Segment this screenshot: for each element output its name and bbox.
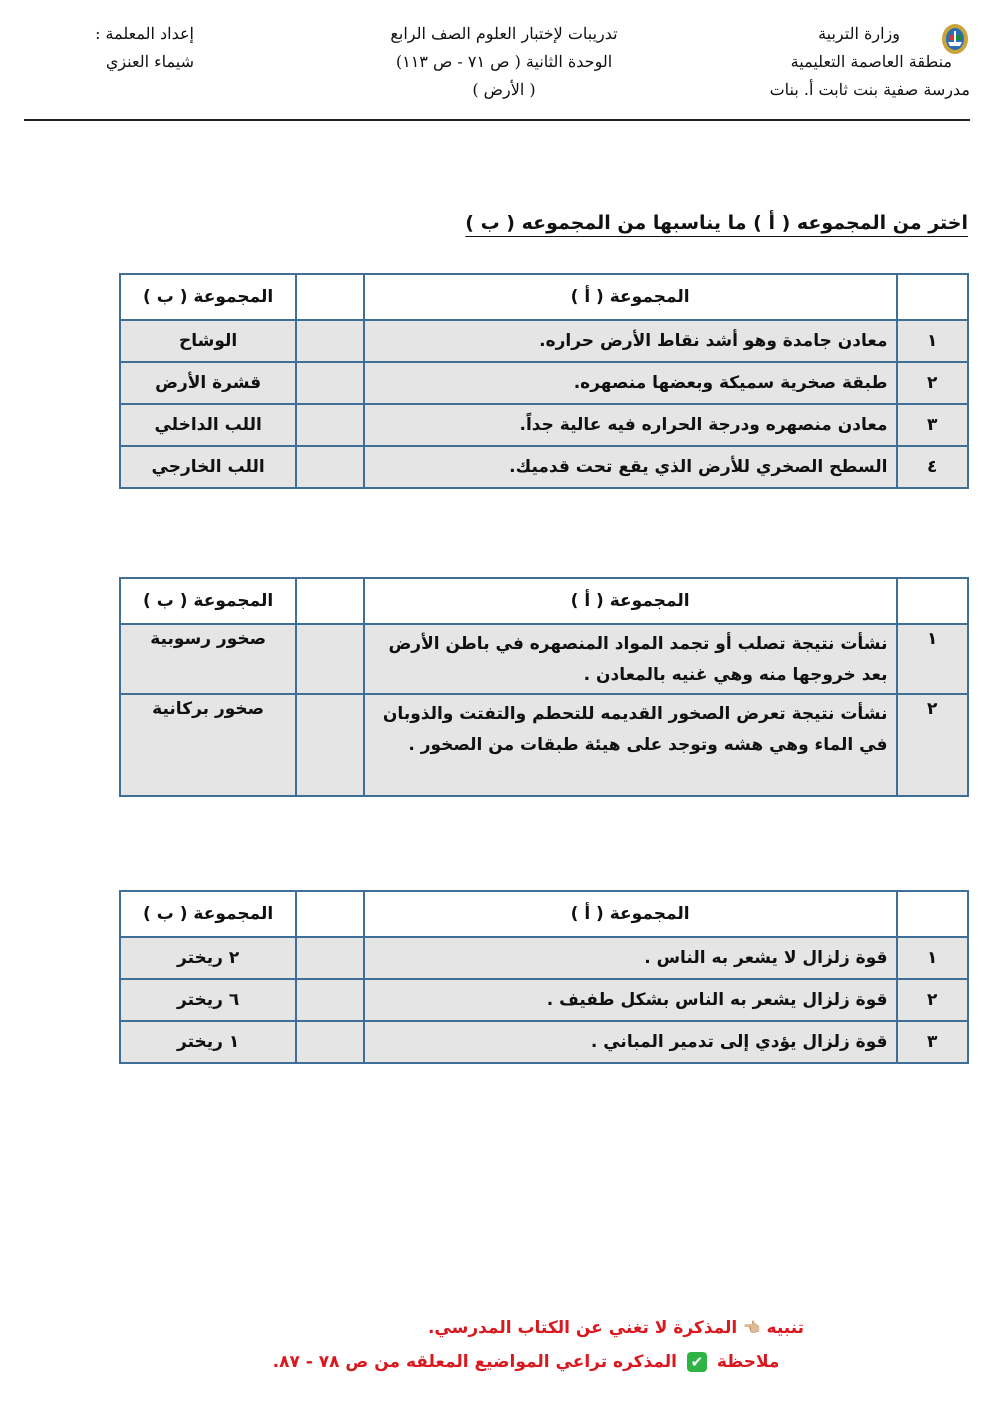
table-row <box>120 404 968 446</box>
district-name: منطقة العاصمة التعليمية <box>790 52 952 71</box>
group-a-item: نشأت نتيجة تصلب أو تجمد المواد المنصهره في باطن الأرض بعد خروجها منه وهي غنيه بالمعادن . <box>364 624 897 694</box>
table-row <box>120 1021 968 1063</box>
topic-title: ( الأرض ) <box>472 80 536 99</box>
teacher-label: إعداد المعلمة : <box>95 24 194 43</box>
row-number: ١ <box>897 937 969 979</box>
matching-table-3 <box>119 890 969 1064</box>
note-label: ملاحظة <box>716 1352 780 1372</box>
group-b-item: الوشاح <box>120 320 296 362</box>
blank-header <box>296 578 363 624</box>
group-b-item: ١ ريختر <box>120 1021 296 1063</box>
num-header <box>897 578 969 624</box>
table-row <box>120 937 968 979</box>
group-b-item: اللب الداخلي <box>120 404 296 446</box>
matching-table-2 <box>119 577 969 797</box>
group-b-item: ٦ ريختر <box>120 979 296 1021</box>
group-b-header: المجموعة ( ب ) <box>120 891 296 937</box>
group-a-item: نشأت نتيجة تعرض الصخور القديمه للتحطم والتفتت والذوبان في الماء وهي هشه وتوجد على هيئة طبقات من الصخور . <box>364 694 897 796</box>
table-header <box>120 578 968 624</box>
answer-blank[interactable] <box>296 979 363 1021</box>
row-number: ٢ <box>897 362 969 404</box>
footer-note <box>0 1352 992 1372</box>
answer-blank[interactable] <box>296 446 363 488</box>
table-header <box>120 274 968 320</box>
row-number: ٤ <box>897 446 969 488</box>
row-number: ٣ <box>897 404 969 446</box>
teacher-name: شيماء العنزي <box>105 52 194 71</box>
group-a-header: المجموعة ( أ ) <box>364 578 897 624</box>
pointing-hand-icon: 👈🏼 <box>743 1320 761 1336</box>
teacher-block <box>84 20 194 76</box>
group-a-item: قوة زلزال لا يشعر به الناس . <box>364 937 897 979</box>
row-number: ١ <box>897 320 969 362</box>
kuwait-emblem-icon <box>940 22 970 56</box>
row-number: ٢ <box>897 979 969 1021</box>
answer-blank[interactable] <box>296 624 363 694</box>
ministry-block <box>740 20 970 104</box>
group-b-item: اللب الخارجي <box>120 446 296 488</box>
num-header <box>897 891 969 937</box>
table-row <box>120 624 968 694</box>
school-name: مدرسة صفية بنت ثابت أ. بنات <box>769 80 970 99</box>
group-a-item: معادن منصهره ودرجة الحراره فيه عالية جداً. <box>364 404 897 446</box>
group-a-item: معادن جامدة وهو أشد نقاط الأرض حراره. <box>364 320 897 362</box>
table-row <box>120 979 968 1021</box>
group-b-header: المجموعة ( ب ) <box>120 274 296 320</box>
answer-blank[interactable] <box>296 1021 363 1063</box>
group-b-item: ٢ ريختر <box>120 937 296 979</box>
group-a-item: السطح الصخري للأرض الذي يقع تحت قدميك. <box>364 446 897 488</box>
row-number: ٢ <box>897 694 969 796</box>
warning-text: المذكرة لا تغني عن الكتاب المدرسي. <box>427 1318 738 1338</box>
table-row <box>120 694 968 796</box>
row-number: ١ <box>897 624 969 694</box>
instruction-text: اختر من المجموعه ( أ ) ما يناسبها من المجموعه ( ب ) <box>465 212 968 234</box>
matching-table-1 <box>119 273 969 489</box>
group-a-item: طبقة صخرية سميكة وبعضها منصهره. <box>364 362 897 404</box>
group-a-item: قوة زلزال يشعر به الناس بشكل طفيف . <box>364 979 897 1021</box>
group-a-header: المجموعة ( أ ) <box>364 891 897 937</box>
answer-blank[interactable] <box>296 320 363 362</box>
table-row <box>120 362 968 404</box>
row-number: ٣ <box>897 1021 969 1063</box>
warning-label: تنبيه <box>766 1318 805 1338</box>
exam-title-block <box>354 20 654 104</box>
note-text: المذكره تراعي المواضيع المعلقه من ص ٧٨ - ٨٧. <box>272 1352 677 1372</box>
group-a-item: قوة زلزال يؤدي إلى تدمير المباني . <box>364 1021 897 1063</box>
table-row <box>120 320 968 362</box>
table-header <box>120 891 968 937</box>
answer-blank[interactable] <box>296 404 363 446</box>
group-b-item: صخور رسوبية <box>120 624 296 694</box>
exam-title: تدريبات لإختبار العلوم الصف الرابع <box>390 24 618 43</box>
footer-warning <box>0 1318 992 1338</box>
answer-blank[interactable] <box>296 694 363 796</box>
group-a-header: المجموعة ( أ ) <box>364 274 897 320</box>
blank-header <box>296 891 363 937</box>
answer-blank[interactable] <box>296 937 363 979</box>
num-header <box>897 274 969 320</box>
group-b-header: المجموعة ( ب ) <box>120 578 296 624</box>
header-divider <box>24 119 970 121</box>
table-row <box>120 446 968 488</box>
ministry-name: وزارة التربية <box>818 24 900 43</box>
group-b-item: قشرة الأرض <box>120 362 296 404</box>
page-header <box>24 20 970 120</box>
unit-title: الوحدة الثانية ( ص ٧١ - ص ١١٣) <box>395 52 613 71</box>
blank-header <box>296 274 363 320</box>
check-mark-icon: ✔ <box>687 1352 707 1372</box>
group-b-item: صخور بركانية <box>120 694 296 796</box>
answer-blank[interactable] <box>296 362 363 404</box>
